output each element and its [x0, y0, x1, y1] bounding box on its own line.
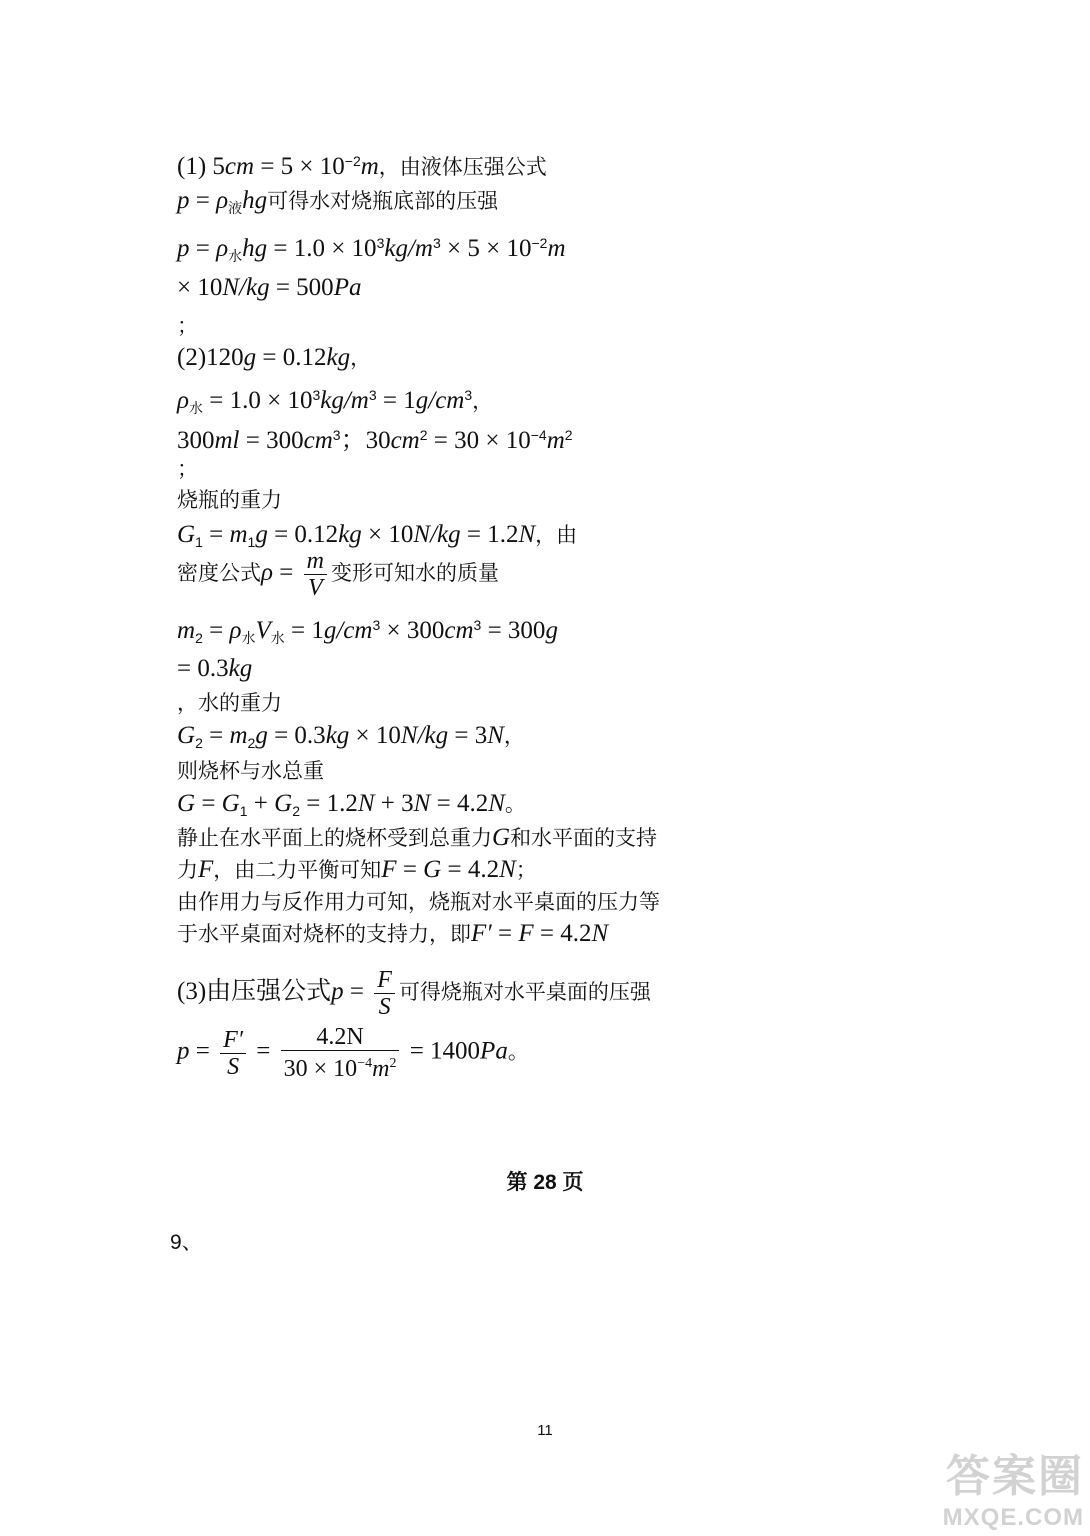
text: ，水的重力 — [177, 692, 282, 715]
math: = — [189, 1037, 217, 1065]
math: cm — [444, 617, 474, 644]
math: G — [221, 790, 240, 817]
sub: 1 — [195, 534, 203, 551]
watermark-url: MXQE.COM — [942, 1504, 1084, 1531]
sub: 1 — [239, 803, 248, 820]
line-20 — [177, 855, 537, 886]
line-18 — [177, 789, 526, 826]
numerator: m — [304, 548, 327, 575]
fraction-f-over-s — [374, 967, 395, 1020]
math: N — [487, 722, 504, 749]
line-23 — [177, 967, 651, 1020]
text: 于水平桌面对烧杯的支持力，即 — [177, 923, 471, 946]
math: = 1400 — [403, 1037, 481, 1065]
math: hg — [242, 187, 268, 214]
math: m — [229, 722, 248, 749]
math: = — [202, 722, 230, 749]
math: F — [198, 856, 214, 883]
text: 可得水对烧瓶底部的压强 — [267, 190, 499, 213]
sup: −4 — [357, 1056, 373, 1071]
math: kg — [338, 521, 362, 548]
math: p — [177, 235, 190, 262]
page-number: 11 — [537, 1422, 553, 1439]
math: Pa — [480, 1037, 508, 1065]
math: 300 — [177, 427, 215, 454]
math: = 1.2 — [460, 521, 519, 548]
sup: 3 — [372, 617, 381, 633]
math: = 300 — [239, 427, 304, 454]
math: = 4.2 — [533, 920, 592, 947]
sub: 2 — [247, 735, 256, 752]
fraction-fprime-over-s — [220, 1027, 246, 1080]
line-7 — [177, 380, 493, 423]
math: G — [492, 824, 511, 851]
math: = 4.2 — [441, 856, 500, 883]
text: ，由 — [535, 524, 578, 547]
denominator — [281, 1051, 400, 1082]
sup: −4 — [530, 427, 547, 443]
sub: 水 — [228, 248, 243, 265]
math: = 4.2 — [430, 790, 489, 817]
numerator: F — [374, 967, 395, 994]
denominator: S — [378, 994, 391, 1020]
math: g/cm — [323, 617, 373, 644]
line-1 — [177, 146, 547, 183]
sub: 水 — [189, 400, 203, 417]
math: + 3 — [374, 790, 414, 817]
sub: 2 — [195, 630, 203, 647]
math: = 1 — [284, 617, 324, 644]
math: N — [518, 521, 536, 548]
math: p — [177, 187, 190, 214]
section-title: 第 28 页 — [506, 1171, 584, 1194]
math: = — [202, 521, 230, 548]
line-12 — [177, 548, 499, 601]
sup: 2 — [389, 1056, 397, 1071]
line-9 — [177, 455, 198, 485]
text: ，由液体压强公式 — [378, 156, 547, 179]
math: kg — [326, 344, 351, 371]
math: kg/m — [384, 235, 433, 262]
math: = 1.0 × 10 — [267, 235, 377, 262]
text: 由作用力与反作用力可知，烧瓶对水平桌面的压力等 — [177, 891, 660, 914]
math: = 1 — [376, 387, 416, 414]
fraction-m-over-v — [304, 548, 327, 601]
denominator-text: 30 × 10 — [283, 1056, 358, 1082]
fraction-force-over-area — [281, 1024, 400, 1082]
math: m — [547, 235, 566, 262]
math: = 0.12 — [256, 344, 327, 371]
text: ； — [177, 315, 198, 338]
math: = 30 × 10 — [427, 427, 531, 454]
math: cm — [224, 153, 255, 180]
math: = 0.12 — [267, 521, 339, 548]
sup: 3 — [464, 387, 473, 403]
math: kg — [325, 722, 350, 749]
math: + — [247, 790, 275, 817]
math: G — [177, 790, 196, 817]
math: F′ — [471, 920, 492, 947]
math: G — [177, 722, 196, 749]
text: 和水平面的支持 — [510, 827, 658, 850]
math: N/kg — [413, 521, 461, 548]
denominator: V — [307, 575, 323, 601]
math: g/cm — [415, 387, 465, 414]
math: G — [177, 521, 196, 548]
math: p — [331, 978, 344, 1006]
sub: 2 — [195, 735, 203, 752]
line-22 — [177, 919, 608, 950]
watermark-logo-text: 答案圈 — [946, 1452, 1084, 1501]
math: N/kg — [400, 722, 449, 749]
text: 力 — [177, 859, 198, 882]
math: N — [357, 790, 375, 817]
math: = 0.3 — [267, 722, 326, 749]
line-15 — [177, 689, 282, 719]
math: N — [499, 856, 516, 883]
math: cm — [303, 427, 333, 454]
math: = — [250, 1037, 277, 1065]
sub: 水 — [270, 630, 285, 647]
sup: 2 — [419, 427, 428, 443]
math: cm — [390, 427, 420, 454]
text: 烧瓶的重力 — [177, 489, 282, 512]
math: m — [372, 1056, 390, 1082]
math: ρ — [216, 235, 229, 262]
math: ρ — [229, 617, 242, 644]
sub: 1 — [247, 534, 256, 551]
math: m — [177, 617, 196, 644]
math: Pa — [333, 274, 362, 301]
math: × 300 — [380, 617, 445, 644]
text: 可得烧瓶对水平桌面的压强 — [398, 981, 651, 1005]
line-24 — [177, 1024, 529, 1082]
math: = — [491, 920, 519, 947]
math: × 10 — [177, 274, 223, 301]
math: = 3 — [448, 722, 488, 749]
line-13 — [177, 610, 558, 653]
math: = 500 — [269, 274, 334, 301]
sub: 2 — [292, 803, 300, 820]
text: (1) 5 — [177, 153, 225, 180]
math: hg — [242, 235, 268, 262]
sup: −2 — [531, 235, 548, 251]
math: ρ — [177, 387, 189, 414]
sub: 水 — [241, 630, 256, 647]
math: p — [177, 1037, 190, 1065]
math: kg — [228, 655, 253, 682]
math: kg/m — [320, 387, 369, 414]
line-5 — [177, 312, 198, 342]
math: ρ — [261, 559, 273, 587]
line-17 — [177, 757, 324, 787]
math: N — [413, 790, 431, 817]
math: = — [273, 559, 300, 587]
math: = — [343, 978, 371, 1006]
math: = 300 — [481, 617, 546, 644]
sup: 3 — [332, 427, 341, 443]
text: 则烧杯与水总重 — [177, 760, 324, 783]
sup: 3 — [312, 387, 321, 403]
line-3 — [177, 228, 566, 271]
line-8 — [177, 420, 573, 457]
math: = — [396, 856, 424, 883]
math: m — [360, 153, 379, 180]
sub: 液 — [228, 200, 243, 217]
sup: 3 — [368, 387, 377, 403]
math: = 1.2 — [300, 790, 358, 817]
text: ， — [350, 347, 372, 370]
math: g — [255, 722, 268, 749]
watermark — [943, 1440, 1084, 1532]
math: = 5 × 10 — [254, 153, 345, 180]
math: = — [202, 617, 230, 644]
sup: −2 — [344, 153, 361, 169]
math: m — [229, 521, 248, 548]
sup: 3 — [473, 617, 482, 633]
line-2 — [177, 186, 498, 223]
numerator: F′ — [220, 1027, 246, 1054]
text: ； — [177, 458, 198, 481]
line-10 — [177, 486, 282, 516]
math: = — [189, 187, 217, 214]
math: N/kg — [222, 274, 270, 301]
text: 变形可知水的质量 — [330, 562, 499, 586]
line-4 — [177, 273, 361, 304]
line-14 — [177, 654, 252, 685]
question-label: 9、 — [170, 1231, 203, 1254]
math: G — [274, 790, 293, 817]
math: (2)120 — [177, 344, 244, 371]
math: N — [591, 920, 609, 947]
math: ml — [214, 427, 240, 454]
math: G — [423, 856, 442, 883]
math: F — [381, 856, 397, 883]
math: × 10 — [349, 722, 401, 749]
text: ， — [503, 725, 525, 748]
text: 静止在水平面上的烧杯受到总重力 — [177, 827, 492, 850]
math: N — [488, 790, 505, 817]
sup: 3 — [376, 235, 385, 251]
math: g — [255, 521, 268, 548]
math: = — [189, 235, 217, 262]
sup: 2 — [564, 427, 573, 443]
math: ；30 — [340, 427, 391, 454]
math: V — [255, 617, 271, 644]
line-19 — [177, 823, 657, 854]
text: ， — [472, 390, 494, 413]
numerator: 4.2N — [281, 1024, 400, 1051]
math: = 1.0 × 10 — [203, 387, 313, 414]
text: 。 — [504, 793, 526, 816]
math: × 10 — [361, 521, 414, 548]
math: ρ — [216, 187, 229, 214]
line-21 — [177, 888, 660, 918]
line-6 — [177, 343, 371, 374]
math: F — [518, 920, 534, 947]
line-16 — [177, 721, 525, 758]
math: g — [243, 344, 257, 371]
math: = — [195, 790, 222, 817]
sup: 3 — [432, 235, 441, 251]
denominator: S — [227, 1053, 240, 1080]
text: 密度公式 — [177, 562, 261, 586]
text: ，由二力平衡可知 — [213, 859, 382, 882]
math: = 0.3 — [177, 655, 229, 682]
text: (3)由压强公式 — [177, 978, 332, 1006]
text: ； — [515, 859, 537, 882]
math: g — [545, 617, 558, 644]
math: × 5 × 10 — [440, 235, 532, 262]
math: m — [546, 427, 565, 454]
text: 。 — [507, 1040, 529, 1064]
